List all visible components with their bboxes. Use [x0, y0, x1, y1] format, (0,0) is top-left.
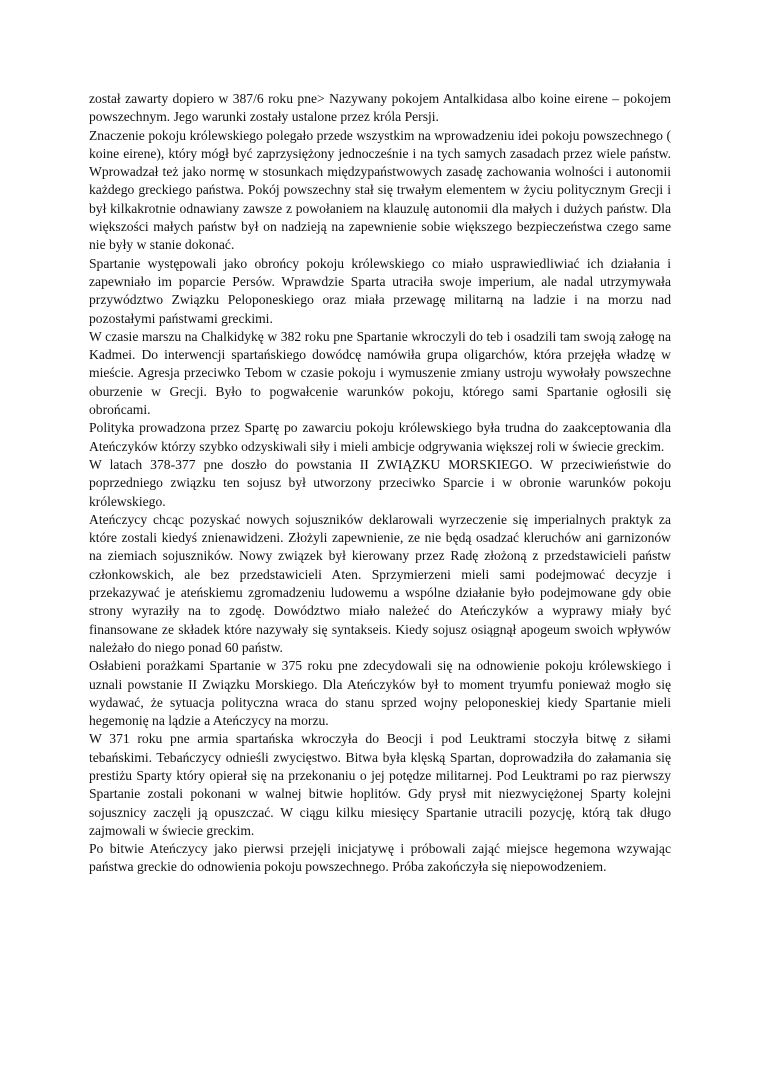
paragraph-after-battle: Po bitwie Ateńczycy jako pierwsi przejęli inicjatywę i próbowali zająć miejsce hegemona wzywając państwa greckie do odnowienia pokoju powszechnego. Próba zakończyła się niepowodzeniem. [89, 841, 671, 875]
paragraph-chalkidike-march: W czasie marszu na Chalkidykę w 382 roku pne Spartanie wkroczyli do teb i osadzili tam swoją załogę na Kadmei. Do interwencji spartańskiego dowódcę namówiła grupa oligarchów, która przejęła władzę w mieście. Agresja przeciwko Tebom w czasie pokoju i wymuszenie zmiany ustroju wywołały powszechne oburzenie w Grecji. Było to pogwałcenie warunków pokoju, którego sami Spartanie ogłosili się obrońcami. [89, 328, 671, 418]
document-page [89, 90, 671, 877]
paragraph-athenian-ambitions: Polityka prowadzona przez Spartę po zawarciu pokoju królewskiego była trudna do zaakceptowania dla Ateńczyków którzy szybko odzyskiwali siły i mieli ambicje odgrywania większej roli w świecie greckim. [89, 420, 671, 454]
paragraph-league-organization: Ateńczycy chcąc pozyskać nowych sojuszników deklarowali wyrzeczenie się imperialnych praktyk za które zostali kiedyś znienawidzeni. Złożyli zapewnienie, ze nie będą osadzać kleruchów ani garnizonów na ziemiach sojuszników. Nowy związek był kierowany przez Radę złożoną z przedstawicieli państw członkowskich, ale bez przedstawicieli Aten. Sprzymierzeni mieli sami podejmować decyzje i przekazywać je ateńskiemu zgromadzeniu ludowemu a wspólne działanie było podejmowane gdy obie strony wyraziły na to zgodę. Dowództwo miało należeć do Ateńczyków a wyprawy miały być finansowane ze składek które nazywały się syntakseis. Kiedy sojusz osiągnął apogeum swoich wpływów należało do niego ponad 60 państw. [89, 511, 671, 655]
paragraph-second-naval-league: W latach 378-377 pne doszło do powstania II ZWIĄZKU MORSKIEGO. W przeciwieństwie do poprzedniego związku ten sojusz był utworzony przeciwko Sparcie i w obronie warunków pokoju królewskiego. [89, 456, 671, 509]
paragraph-peace-renewal-375: Osłabieni porażkami Spartanie w 375 roku pne zdecydowali się na odnowienie pokoju królewskiego i uznali powstanie II Związku Morskiego. Dla Ateńczyków był to moment tryumfu ponieważ mogło się wydawać, że sytuacja polityczna wraca do stanu sprzed wojny peloponeskiej kiedy Spartanie mieli hegemonię na lądzie a Ateńczycy na morzu. [89, 658, 671, 729]
paragraph-kings-peace-meaning: Znaczenie pokoju królewskiego polegało przede wszystkim na wprowadzeniu idei pokoju powszechnego ( koine eirene), który mógł być zaprzysiężony jednocześnie i na tych samych zasadach przez wiele państw. Wprowadzał też jako normę w stosunkach międzypaństwowych zasadę zachowania wolności i autonomii każdego greckiego państwa. Pokój powszechny stał się trwałym elementem w życiu politycznym Grecji i był kilkakrotnie odnawiany zawsze z powołaniem na klauzulę autonomii dla małych i dużych państw. Dla większości małych państw był on nadzieją na zapewnienie sobie większego bezpieczeństwa czego same nie były w stanie dokonać. [89, 127, 671, 253]
paragraph-antalkidas-peace: został zawarty dopiero w 387/6 roku pne> Nazywany pokojem Antalkidasa albo koine eirene – pokojem powszechnym. Jego warunki zostały ustalone przez króla Persji. [89, 91, 671, 125]
paragraph-sparta-defenders: Spartanie występowali jako obrońcy pokoju królewskiego co miało usprawiedliwiać ich działania i zapewniało im poparcie Persów. Wprawdzie Sparta utraciła swoje imperium, ale nadal utrzymywała przywództwo Związku Peloponeskiego oraz miała przewagę militarną na ladzie i na morzu nad pozostałymi państwami greckimi. [89, 255, 671, 326]
paragraph-battle-of-leuctra: W 371 roku pne armia spartańska wkroczyła do Beocji i pod Leuktrami stoczyła bitwę z siłami tebańskimi. Tebańczycy odnieśli zwycięstwo. Bitwa była klęską Spartan, doprowadziła do załamania się prestiżu Sparty który opierał się na przekonaniu o jej potędze militarnej. Pod Leuktrami po raz pierwszy Spartanie zostali pokonani w walnej bitwie hoplitów. Gdy prysł mit niezwyciężonej Sparty kolejni sojusznicy zaczęli ją opuszczać. W ciągu kilku miesięcy Spartanie utracili pozycję, którą tak długo zajmowali w świecie greckim. [89, 731, 671, 838]
